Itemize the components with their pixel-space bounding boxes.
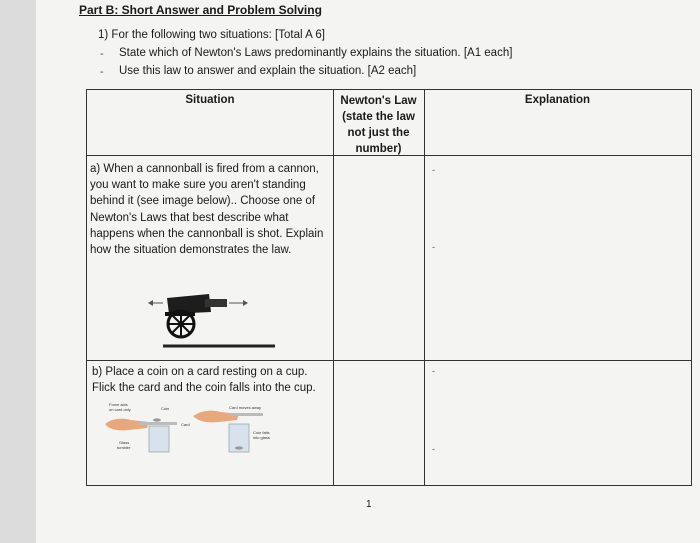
situation-a-text: a) When a cannonball is fired from a cannon, you want to make sure you aren't standing behind it (see image below).. Choose one of Newton's Laws that best describe what happens when the cannonball is shot. Explain how the situation demonstrates the law. — [90, 163, 324, 257]
instruction-explain: Use this law to answer and explain the situation. [A2 each] — [119, 65, 417, 77]
column-divider — [424, 90, 425, 485]
answer-mark: - — [432, 165, 435, 175]
figure-label-tumbler: tumbler — [117, 445, 131, 450]
answer-mark: - — [432, 242, 435, 252]
coin-card-cup-illustration — [101, 400, 281, 460]
bullet-dash: - — [100, 48, 104, 60]
figure-label-glass: Glass — [119, 440, 130, 445]
header-situation: Situation — [185, 94, 235, 106]
figure-label-coin: Coin — [161, 406, 170, 411]
question-1: 1) For the following two situations: [Total A 6] — [98, 29, 325, 41]
page-number: 1 — [366, 499, 372, 510]
answer-table — [86, 89, 692, 486]
row-divider — [87, 360, 691, 361]
section-heading: Part B: Short Answer and Problem Solving — [79, 3, 322, 17]
bullet-dash: - — [100, 66, 104, 78]
figure-label-coin-falls-2: into glass — [253, 435, 270, 440]
figure-label-card-moves: Card moves away — [229, 405, 262, 410]
situation-b-text: b) Place a coin on a card resting on a cup. Flick the card and the coin falls into the cup. — [92, 366, 316, 395]
worksheet-page — [36, 0, 700, 543]
figure-label-force-2: on card only — [109, 407, 131, 412]
answer-mark: - — [432, 444, 435, 454]
figure-label-coin-falls: Coin falls — [253, 430, 270, 435]
figure-label-card: Card — [181, 422, 190, 427]
cannon-illustration — [147, 290, 277, 350]
figure-label-force: Force acts — [109, 402, 128, 407]
instruction-law: State which of Newton's Laws predominantly explains the situation. [A1 each] — [119, 47, 513, 59]
header-explanation: Explanation — [524, 94, 591, 106]
header-newtons-law: Newton's Law (state the law not just the number) — [340, 95, 417, 155]
answer-mark: - — [432, 366, 435, 376]
